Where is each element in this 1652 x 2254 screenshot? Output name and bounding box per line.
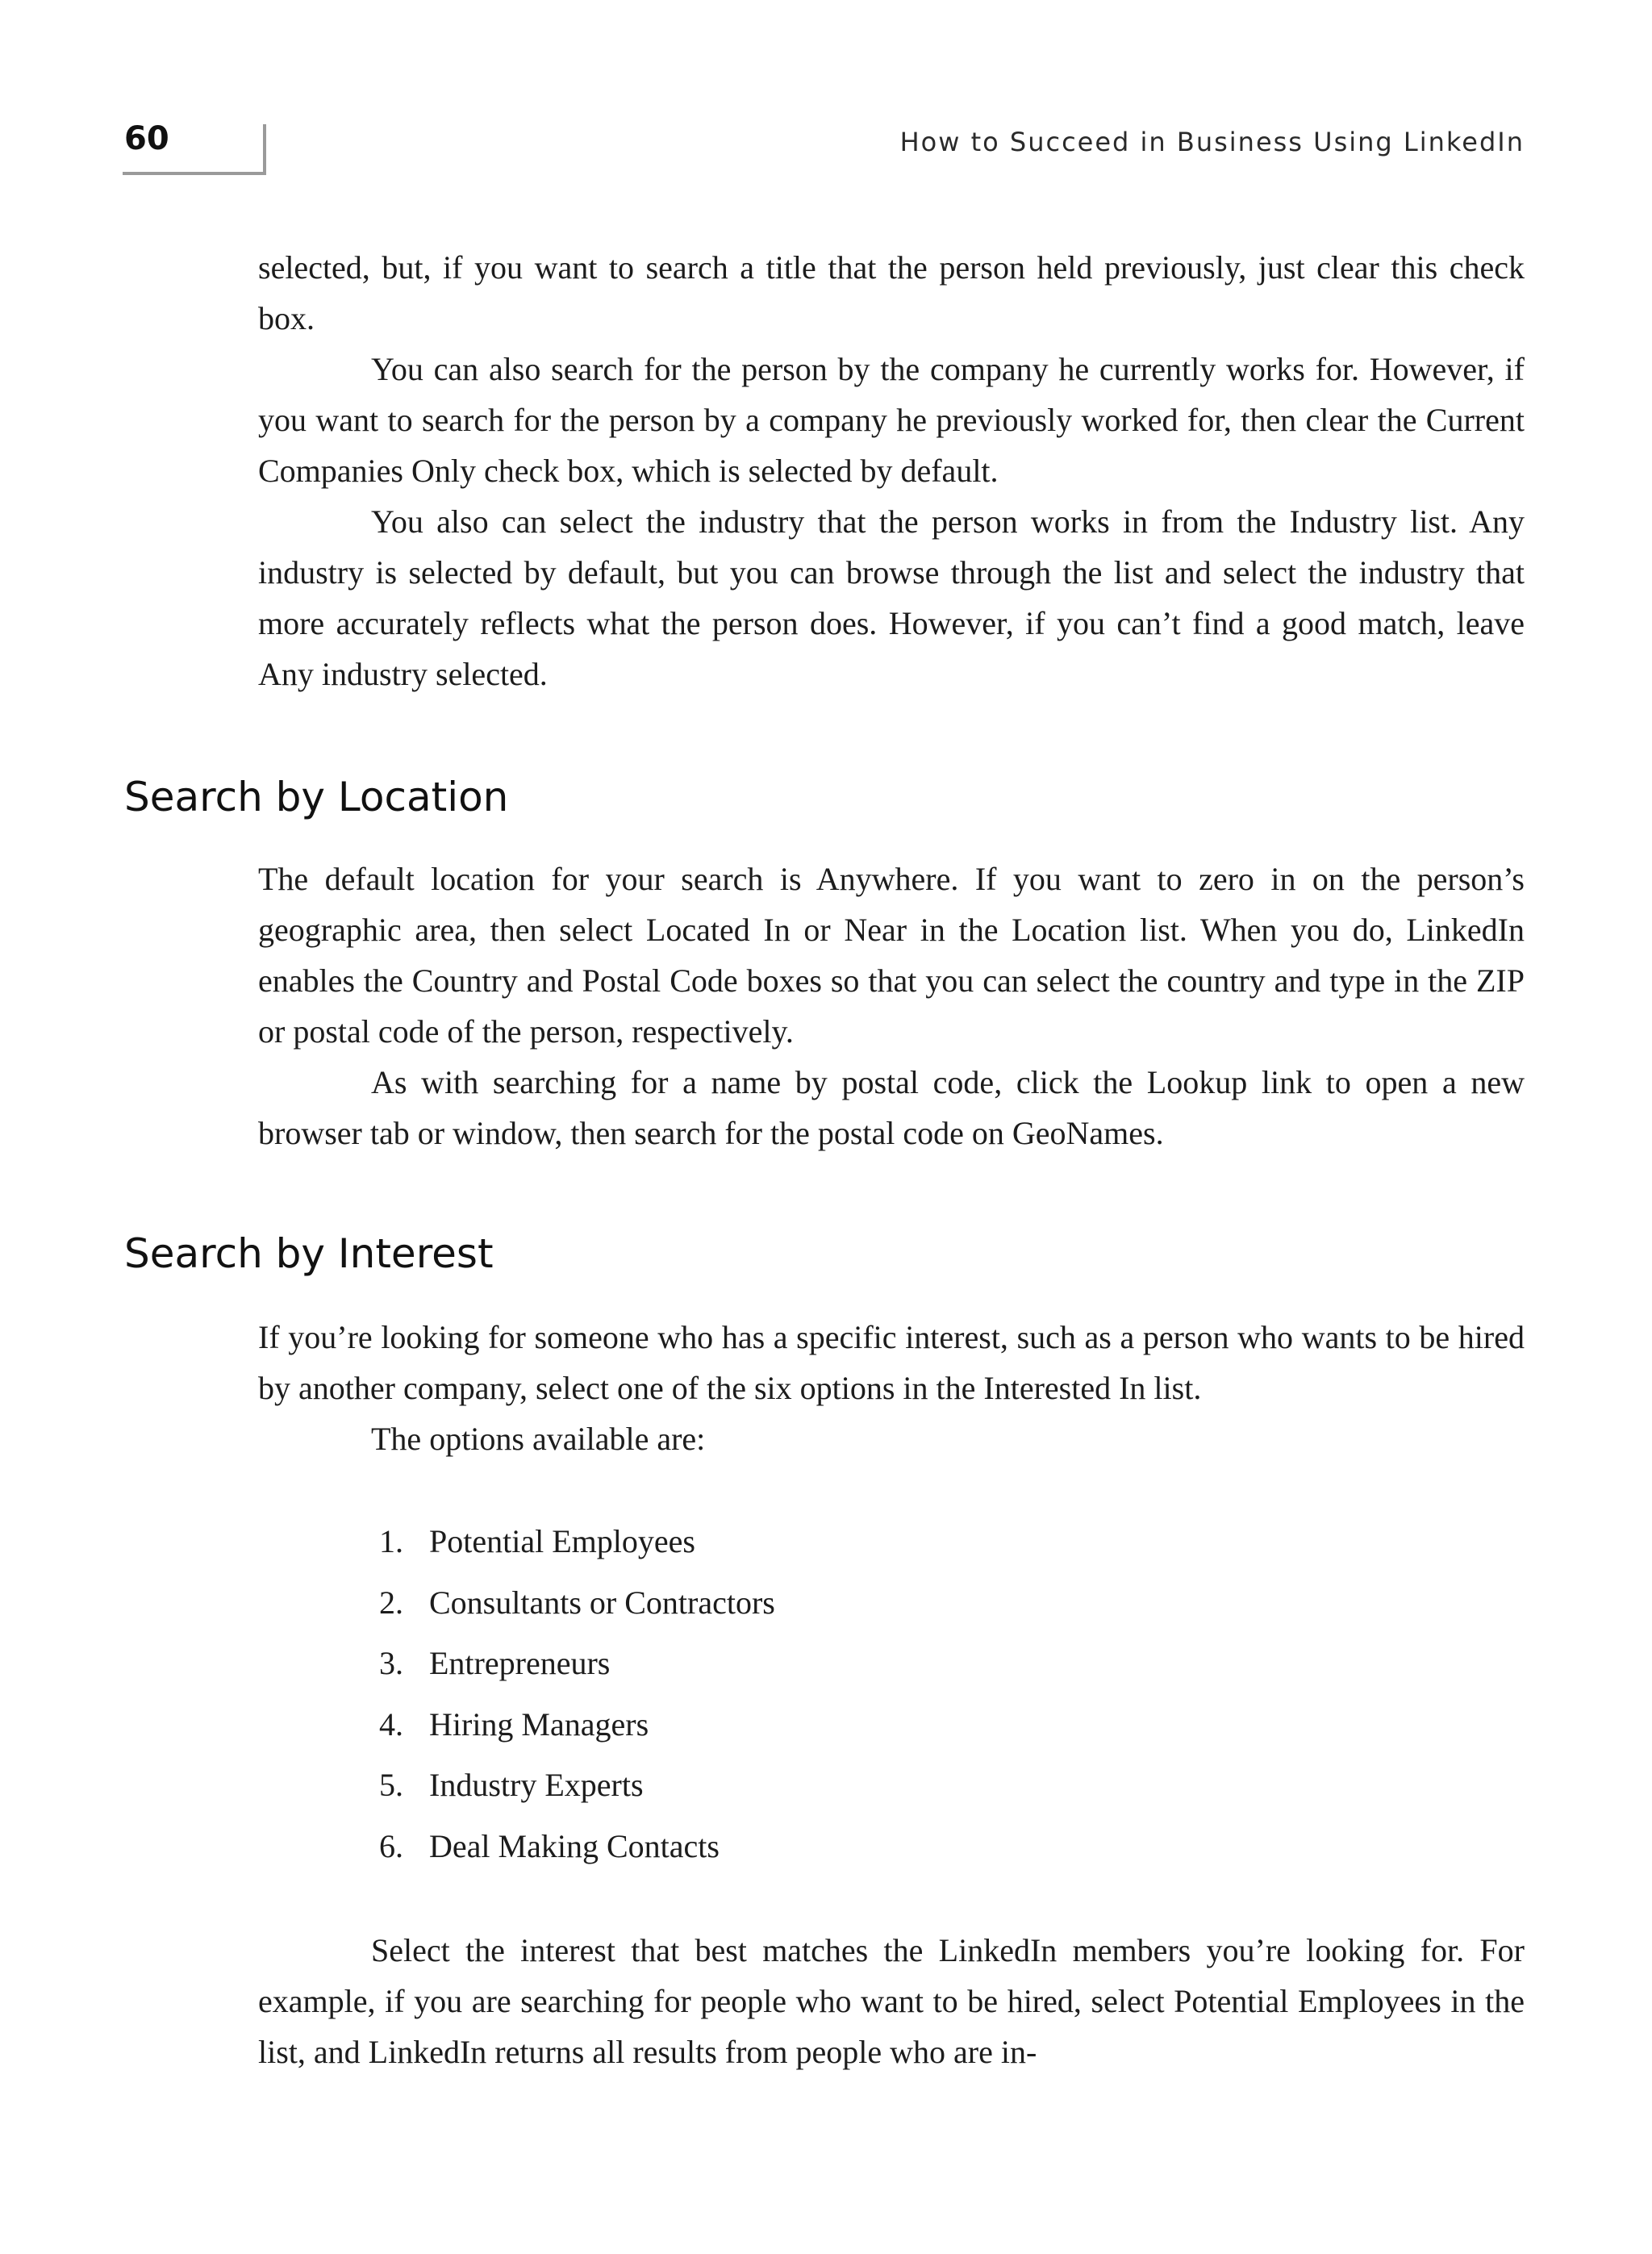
heading-search-by-location: Search by Location — [124, 774, 509, 820]
list-item-label: Entrepreneurs — [429, 1645, 611, 1681]
list-item-label: Potential Employees — [429, 1523, 695, 1559]
list-item — [379, 1694, 775, 1755]
list-item — [379, 1755, 775, 1816]
list-item-label: Hiring Managers — [429, 1705, 649, 1743]
list-item — [379, 1511, 775, 1572]
heading-search-by-interest: Search by Interest — [124, 1230, 494, 1277]
list-item — [379, 1572, 775, 1634]
list-item-number: 3. — [379, 1645, 403, 1681]
location-paragraph-2: As with searching for a name by postal code, click the Lookup link to open a new browser tab or window, then search for the postal code on GeoNames. — [258, 1064, 1525, 1151]
closing-text-block — [258, 1925, 1525, 2077]
intro-paragraph-3: You also can select the industry that the person works in from the Industry list. Any industry is selected by default, but you can browse through the list and select the industry that more accurately reflects what the person does. However, if you can’t find a good match, leave Any industry selected. — [258, 503, 1525, 692]
page-number-rule-horizontal — [123, 172, 266, 175]
list-item-label: Deal Making Contacts — [429, 1827, 720, 1864]
location-paragraph-1: The default location for your search is Anywhere. If you want to zero in on the person’s geographic area, then select Located In or Near in the Location list. When you do, LinkedIn enables the Country and Postal Code boxes so that you can select the country and type in the ZIP or postal code of the person, respectively. — [258, 861, 1525, 1050]
list-item-number: 2. — [379, 1584, 403, 1621]
intro-paragraph-1: selected, but, if you want to search a title that the person held previously, just clear this check box. — [258, 249, 1525, 336]
interest-paragraph-1: If you’re looking for someone who has a specific interest, such as a person who wants to be hired by another company, select one of the six options in the Interested In list. — [258, 1319, 1525, 1406]
list-item — [379, 1816, 775, 1877]
interest-paragraph-2: The options available are: — [371, 1421, 706, 1457]
interest-options-list — [379, 1511, 775, 1876]
interest-text-block — [258, 1312, 1525, 1464]
intro-text-block — [258, 242, 1525, 699]
running-header: How to Succeed in Business Using LinkedIn — [899, 127, 1525, 157]
page-number: 60 — [124, 120, 169, 157]
closing-paragraph: Select the interest that best matches the LinkedIn members you’re looking for. For example, if you are searching for people who want to be hired, select Potential Employees in the list, and LinkedIn returns all results from people who are in- — [258, 1932, 1525, 2070]
list-item-label: Consultants or Contractors — [429, 1584, 775, 1621]
list-item-number: 1. — [379, 1523, 403, 1559]
list-item-label: Industry Experts — [429, 1767, 644, 1803]
list-item-number: 6. — [379, 1827, 403, 1864]
page-number-rule-vertical — [263, 124, 266, 175]
location-text-block — [258, 854, 1525, 1158]
intro-paragraph-2: You can also search for the person by the company he currently works for. However, if you want to search for the person by a company he previously worked for, then clear the Current Companies Only check box, which is selected by default. — [258, 351, 1525, 489]
list-item-number: 5. — [379, 1767, 403, 1803]
list-item-number: 4. — [379, 1705, 403, 1743]
list-item — [379, 1633, 775, 1694]
